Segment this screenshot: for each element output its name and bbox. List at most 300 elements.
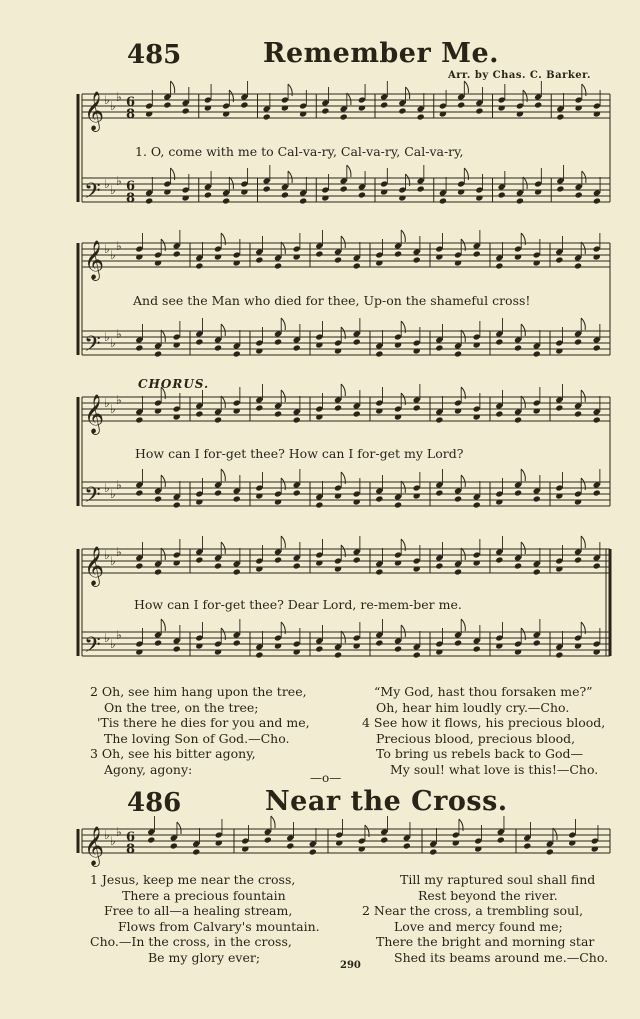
bass-flag: [461, 619, 465, 631]
bass-note: [222, 197, 230, 204]
stanza-line: Precious blood, precious blood,: [376, 730, 576, 746]
bass-note: [439, 197, 447, 204]
stanza-line: Love and mercy found me;: [394, 918, 563, 934]
stanza-line: The loving Son of God.—Cho.: [104, 730, 290, 746]
flat-icon: ♭: [104, 396, 110, 410]
treble-note: [498, 104, 506, 111]
treble-note: [435, 416, 443, 423]
hymn-485-lyric-line-2: And see the Man who died for thee, Up-on the shameful cross!: [133, 293, 531, 308]
bass-note: [375, 639, 383, 646]
bass-note: [593, 344, 601, 351]
treble-note: [417, 113, 425, 120]
treble-note: [293, 416, 301, 423]
treble-note: [195, 556, 203, 563]
treble-note: [555, 256, 563, 263]
treble-note: [514, 416, 522, 423]
bass-note: [574, 498, 582, 505]
treble-note: [574, 410, 582, 417]
flat-icon: ♭: [110, 99, 116, 113]
bass-note: [240, 188, 248, 195]
treble-note: [593, 562, 601, 569]
bass-note: [315, 645, 323, 652]
bass-note: [495, 498, 503, 505]
bass-note: [533, 639, 541, 646]
treble-note: [514, 562, 522, 569]
treble-note: [173, 559, 181, 566]
page-number: 290: [340, 960, 361, 971]
flat-icon: ♭: [116, 239, 122, 253]
flat-icon: ♭: [116, 825, 122, 839]
treble-note: [240, 101, 248, 108]
stanza-line: Flows from Calvary's mountain.: [118, 918, 320, 934]
hymn-486-note: [523, 842, 531, 849]
hymn-486-note: [568, 839, 576, 846]
bass-note: [321, 194, 329, 201]
treble-note: [135, 562, 143, 569]
treble-flag: [281, 390, 285, 402]
treble-note: [398, 107, 406, 114]
bass-note: [195, 498, 203, 505]
bass-note: [394, 341, 402, 348]
treble-note: [435, 562, 443, 569]
treble-flag: [281, 242, 285, 254]
bass-note: [263, 185, 271, 192]
bass-note: [533, 350, 541, 357]
hymn-486-note: [335, 839, 343, 846]
treble-note: [593, 110, 601, 117]
treble-note: [575, 104, 583, 111]
treble-note: [135, 416, 143, 423]
stanza-line: There a precious fountain: [122, 887, 286, 903]
bass-note: [214, 489, 222, 496]
flat-icon: ♭: [116, 478, 122, 492]
hymn-486-title: Near the Cross.: [265, 786, 508, 817]
hymn-486-note: [286, 842, 294, 849]
hymn-486-number: 486: [127, 788, 182, 818]
treble-note: [394, 250, 402, 257]
bass-flag: [461, 475, 465, 487]
treble-note: [204, 104, 212, 111]
hymn-486-note: [429, 848, 437, 855]
bass-flag: [161, 619, 165, 631]
bass-note: [473, 645, 481, 652]
bass-note: [394, 645, 402, 652]
treble-note: [413, 565, 421, 572]
bass-note: [173, 341, 181, 348]
bass-note: [593, 197, 601, 204]
treble-note: [299, 110, 307, 117]
bass-note: [358, 191, 366, 198]
bass-note: [163, 188, 171, 195]
flat-icon: ♭: [116, 174, 122, 188]
bass-flag: [401, 625, 405, 637]
hymn-485-lyric-line-1: 1. O, come with me to Cal-va-ry, Cal-va-ry, Cal-va-ry,: [135, 144, 464, 159]
treble-note: [353, 556, 361, 563]
bass-note: [255, 492, 263, 499]
bass-note: [454, 495, 462, 502]
treble-note: [495, 410, 503, 417]
treble-note: [281, 104, 289, 111]
flat-icon: ♭: [104, 330, 110, 344]
treble-flag: [521, 542, 525, 554]
treble-flag: [347, 93, 351, 105]
stanza-line: On the tree, on the tree;: [104, 699, 259, 715]
treble-note: [214, 253, 222, 260]
bass-note: [498, 191, 506, 198]
flat-icon: ♭: [110, 487, 116, 501]
treble-note: [293, 253, 301, 260]
treble-note: [514, 253, 522, 260]
bass-note: [340, 185, 348, 192]
treble-note: [375, 568, 383, 575]
stanza-line: “My God, hast thou forsaken me?”: [374, 684, 593, 699]
bass-note: [255, 347, 263, 354]
treble-note: [394, 413, 402, 420]
hymn-486-stanzas-right: [362, 872, 608, 965]
treble-note: [214, 562, 222, 569]
bass-note: [473, 501, 481, 508]
treble-flag: [221, 542, 225, 554]
stanza-line: Agony, agony:: [104, 761, 193, 777]
treble-note: [380, 101, 388, 108]
treble-note: [173, 250, 181, 257]
stanza-line: Cho.—In the cross, in the cross,: [90, 934, 292, 949]
treble-flag: [581, 536, 585, 548]
treble-note: [533, 568, 541, 575]
bass-flag: [221, 469, 225, 481]
stanza-line: 3 Oh, see his bitter agony,: [90, 746, 256, 761]
treble-clef-icon: 𝄞: [84, 91, 105, 131]
flat-icon: ♭: [110, 637, 116, 651]
treble-note: [163, 101, 171, 108]
flat-icon: ♭: [110, 248, 116, 262]
bass-note: [233, 639, 241, 646]
treble-note: [334, 256, 342, 263]
treble-note: [555, 565, 563, 572]
treble-note: [154, 407, 162, 414]
bass-flag: [161, 330, 165, 342]
bass-note: [413, 347, 421, 354]
treble-note: [473, 250, 481, 257]
chorus-lyric-line-2: How can I for-get thee? Dear Lord, re-mem-ber me.: [134, 597, 462, 612]
bass-clef-icon: 𝄢: [84, 179, 101, 209]
hymn-486-note: [170, 842, 178, 849]
treble-note: [353, 262, 361, 269]
bass-note: [315, 501, 323, 508]
treble-flag: [341, 384, 345, 396]
hymn-486-note: [591, 845, 599, 852]
treble-flag: [341, 236, 345, 248]
hymn-486-stanzas-left: [90, 872, 320, 965]
treble-note: [233, 407, 241, 414]
bass-clef-icon: 𝄢: [84, 633, 101, 663]
treble-note: [145, 110, 153, 117]
flat-icon: ♭: [110, 554, 116, 568]
flat-icon: ♭: [116, 628, 122, 642]
bass-note: [574, 338, 582, 345]
bass-note: [555, 492, 563, 499]
treble-note: [516, 110, 524, 117]
hymn-486-note: [358, 845, 366, 852]
treble-note: [556, 113, 564, 120]
bass-note: [435, 648, 443, 655]
bass-note: [233, 350, 241, 357]
bass-note: [353, 498, 361, 505]
treble-note: [593, 416, 601, 423]
treble-note: [255, 404, 263, 411]
treble-note: [321, 107, 329, 114]
hymn-486-note: [452, 839, 460, 846]
bass-flag: [221, 324, 225, 336]
bass-note: [435, 344, 443, 351]
bass-note: [255, 651, 263, 658]
treble-note: [533, 259, 541, 266]
stanza-line: Be my glory ever;: [148, 949, 261, 965]
treble-flag: [221, 396, 225, 408]
stanza-line: Rest beyond the river.: [418, 887, 558, 903]
treble-flag: [281, 536, 285, 548]
hymn-486-note: [192, 848, 200, 855]
stanza-line: 'Tis there he dies for you and me,: [97, 715, 310, 730]
bass-note: [413, 492, 421, 499]
bass-note: [413, 651, 421, 658]
bass-note: [473, 341, 481, 348]
hymn-separator: —o—: [310, 771, 342, 785]
bass-note: [293, 648, 301, 655]
time-signature: 8: [126, 842, 136, 857]
treble-note: [214, 416, 222, 423]
time-signature: 8: [126, 107, 136, 122]
treble-note: [454, 568, 462, 575]
stanza-line: 2 Near the cross, a trembling soul,: [362, 903, 584, 918]
stanza-line: Till my raptured soul shall find: [400, 872, 596, 887]
bass-note: [398, 194, 406, 201]
bass-flag: [523, 177, 527, 189]
treble-note: [457, 101, 465, 108]
bass-note: [454, 639, 462, 646]
treble-note: [435, 253, 443, 260]
treble-note: [274, 262, 282, 269]
stanza-line: Shed its beams around me.—Cho.: [394, 949, 609, 965]
hymn-486-note: [497, 836, 505, 843]
bass-note: [534, 188, 542, 195]
stanza-line: 1 Jesus, keep me near the cross,: [90, 872, 296, 887]
flat-icon: ♭: [116, 545, 122, 559]
hymn-486-flag: [553, 828, 557, 840]
treble-note: [173, 413, 181, 420]
flat-icon: ♭: [104, 548, 110, 562]
bass-note: [514, 344, 522, 351]
treble-note: [255, 256, 263, 263]
bass-note: [334, 492, 342, 499]
bass-flag: [161, 475, 165, 487]
treble-flag: [406, 87, 410, 99]
bass-note: [299, 197, 307, 204]
bass-note: [475, 194, 483, 201]
treble-note: [195, 262, 203, 269]
bass-note: [315, 341, 323, 348]
hymn-486-flag: [177, 822, 181, 834]
bass-note: [353, 338, 361, 345]
stanza-line: There the bright and morning star: [376, 934, 595, 949]
stanza-line: To bring us rebels back to God—: [376, 746, 584, 761]
bass-note: [353, 642, 361, 649]
flat-icon: ♭: [104, 93, 110, 107]
bass-note: [457, 188, 465, 195]
time-signature: 6: [126, 95, 136, 110]
treble-note: [394, 559, 402, 566]
bass-flag: [521, 324, 525, 336]
treble-note: [274, 556, 282, 563]
bass-note: [375, 350, 383, 357]
bass-note: [574, 642, 582, 649]
hymn-486-note: [403, 842, 411, 849]
treble-clef-icon: 𝄞: [84, 826, 105, 866]
time-signature: 6: [126, 179, 136, 194]
bass-note: [375, 495, 383, 502]
bass-note: [182, 194, 190, 201]
bass-flag: [581, 318, 585, 330]
treble-clef-icon: 𝄞: [84, 394, 105, 434]
treble-note: [574, 556, 582, 563]
hymn-485-title: Remember Me.: [263, 38, 500, 69]
treble-note: [534, 101, 542, 108]
hymn-486-note: [474, 845, 482, 852]
bass-note: [394, 501, 402, 508]
bass-note: [593, 489, 601, 496]
flat-icon: ♭: [110, 402, 116, 416]
bass-note: [293, 489, 301, 496]
hymn-486-note: [147, 836, 155, 843]
bass-flag: [401, 481, 405, 493]
treble-note: [334, 565, 342, 572]
treble-note: [375, 407, 383, 414]
bass-note: [195, 338, 203, 345]
stanza-line: Free to all—a healing stream,: [104, 903, 293, 918]
hymn-486-note: [380, 836, 388, 843]
bass-flag: [347, 165, 351, 177]
treble-note: [263, 113, 271, 120]
treble-note: [555, 404, 563, 411]
bass-note: [233, 495, 241, 502]
bass-note: [293, 344, 301, 351]
bass-note: [555, 347, 563, 354]
treble-note: [358, 104, 366, 111]
treble-flag: [171, 81, 175, 93]
treble-note: [574, 262, 582, 269]
treble-clef-icon: 𝄞: [84, 240, 105, 280]
flat-icon: ♭: [116, 327, 122, 341]
bass-note: [274, 642, 282, 649]
bass-note: [495, 338, 503, 345]
bass-note: [435, 489, 443, 496]
treble-flag: [461, 548, 465, 560]
bass-note: [495, 642, 503, 649]
treble-note: [533, 407, 541, 414]
hymn-485-stanzas-left: [90, 684, 310, 777]
flat-icon: ♭: [104, 177, 110, 191]
bass-note: [204, 191, 212, 198]
bass-flag: [461, 330, 465, 342]
bass-note: [135, 489, 143, 496]
bass-note: [173, 501, 181, 508]
treble-note: [454, 259, 462, 266]
bass-flag: [582, 171, 586, 183]
treble-note: [233, 259, 241, 266]
bass-note: [533, 495, 541, 502]
bass-note: [334, 347, 342, 354]
hymn-486-note: [264, 836, 272, 843]
treble-flag: [161, 548, 165, 560]
flat-icon: ♭: [104, 828, 110, 842]
flat-icon: ♭: [110, 183, 116, 197]
hymn-486-note: [241, 845, 249, 852]
bass-note: [154, 495, 162, 502]
bass-note: [135, 648, 143, 655]
treble-note: [233, 568, 241, 575]
treble-note: [353, 410, 361, 417]
bass-note: [274, 338, 282, 345]
treble-flag: [401, 230, 405, 242]
treble-note: [334, 404, 342, 411]
treble-note: [413, 404, 421, 411]
treble-note: [315, 413, 323, 420]
treble-note: [274, 410, 282, 417]
hymn-485-number: 485: [127, 40, 182, 70]
treble-note: [222, 110, 230, 117]
treble-note: [413, 256, 421, 263]
treble-note: [315, 250, 323, 257]
stanza-line: Oh, hear him loudly cry.—Cho.: [376, 699, 570, 715]
treble-note: [473, 413, 481, 420]
time-signature: 6: [126, 830, 136, 845]
flat-icon: ♭: [104, 242, 110, 256]
treble-note: [593, 253, 601, 260]
bass-flag: [229, 177, 233, 189]
treble-flag: [464, 81, 468, 93]
stanza-line: My soul! what love is this!—Cho.: [390, 761, 599, 777]
bass-note: [173, 645, 181, 652]
bass-note: [593, 648, 601, 655]
bass-note: [135, 344, 143, 351]
bass-note: [380, 188, 388, 195]
bass-note: [575, 191, 583, 198]
chorus-lyric-line-1: How can I for-get thee? How can I for-get my Lord?: [135, 446, 464, 461]
bass-clef-icon: 𝄢: [84, 332, 101, 362]
stanza-line: 4 See how it flows, his precious blood,: [362, 715, 606, 730]
treble-note: [475, 107, 483, 114]
bass-note: [334, 651, 342, 658]
hymn-485-arranger: Arr. by Chas. C. Barker.: [448, 70, 591, 81]
bass-note: [514, 648, 522, 655]
treble-note: [495, 556, 503, 563]
flat-icon: ♭: [104, 631, 110, 645]
bass-note: [154, 639, 162, 646]
bass-note: [154, 350, 162, 357]
bass-note: [195, 642, 203, 649]
stanza-line: 2 Oh, see him hang upon the tree,: [90, 684, 307, 699]
hymn-486-note: [546, 848, 554, 855]
treble-note: [473, 559, 481, 566]
bass-note: [145, 197, 153, 204]
hymn-486-note: [215, 839, 223, 846]
treble-note: [315, 559, 323, 566]
flat-icon: ♭: [110, 834, 116, 848]
flat-icon: ♭: [116, 393, 122, 407]
hymn-486-note: [309, 848, 317, 855]
treble-note: [340, 113, 348, 120]
flat-icon: ♭: [110, 336, 116, 350]
